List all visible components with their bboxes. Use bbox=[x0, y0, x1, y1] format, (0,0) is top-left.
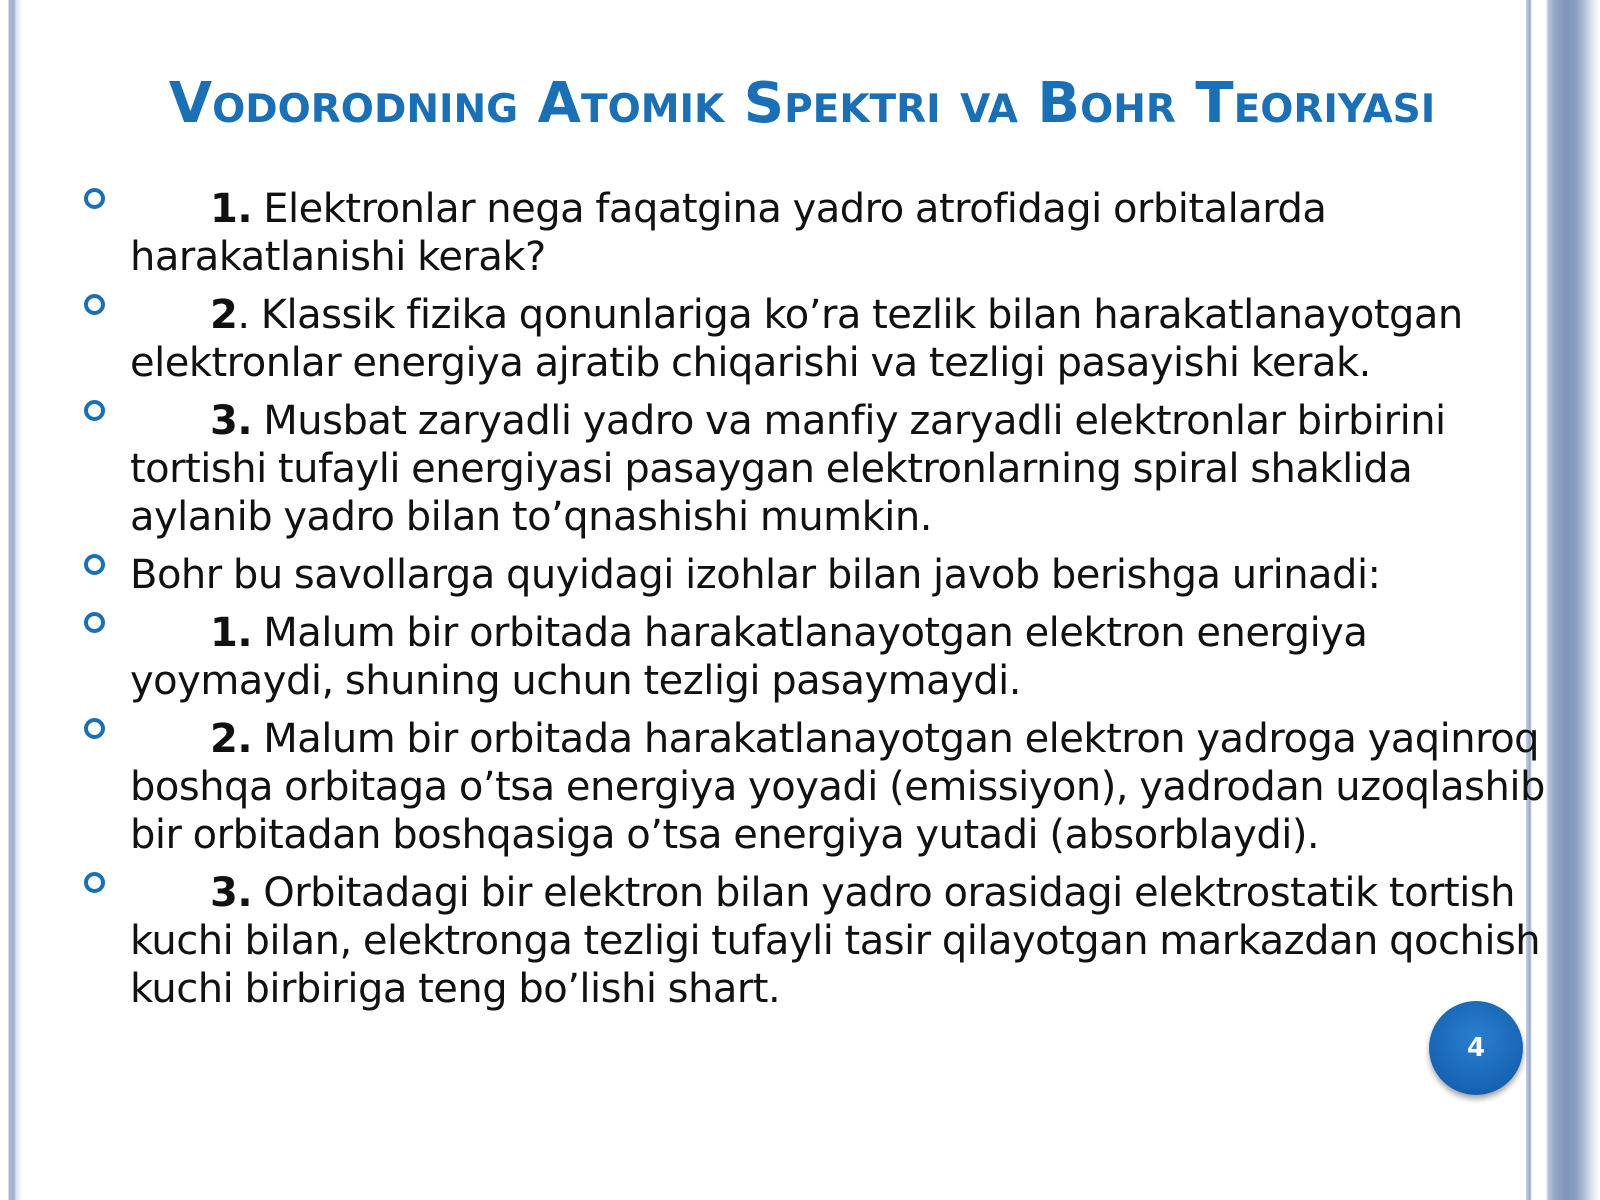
list-item bbox=[78, 609, 1548, 705]
item-number: 3. bbox=[210, 398, 253, 444]
item-text: Elektronlar nega faqatgina yadro atrofidagi orbitalarda harakatlanishi kerak? bbox=[130, 186, 1327, 280]
page-number-badge: 4 bbox=[1429, 1001, 1523, 1095]
item-number: 3. bbox=[210, 870, 253, 916]
item-number: 1. bbox=[210, 186, 253, 232]
item-number: 1. bbox=[210, 610, 253, 656]
circle-bullet-icon bbox=[84, 400, 105, 421]
list-item bbox=[78, 551, 1548, 599]
item-text: Malum bir orbitada harakatlanayotgan elektron yadroga yaqinroq boshqa orbitaga o’tsa energiya yoyadi (emissiyon), yadrodan uzoqlashib bir orbitadan boshqasiga o’tsa energiya yutadi (absorblaydi). bbox=[130, 716, 1545, 858]
circle-bullet-icon bbox=[84, 188, 105, 209]
circle-bullet-icon bbox=[84, 872, 105, 893]
circle-bullet-icon bbox=[84, 718, 105, 739]
item-number: 2 bbox=[210, 292, 238, 338]
item-text: Bohr bu savollarga quyidagi izohlar bilan javob berishga urinadi: bbox=[130, 552, 1381, 598]
item-text: Orbitadagi bir elektron bilan yadro orasidagi elektrostatik tortish kuchi bilan, elektronga tezligi tufayli tasir qilayotgan markazdan qochish kuchi birbiriga teng bo’lishi shart. bbox=[130, 870, 1541, 1012]
item-number: 2. bbox=[210, 716, 253, 762]
circle-bullet-icon bbox=[84, 612, 105, 633]
item-text: Klassik fizika qonunlariga ko’ra tezlik bilan harakatlanayotgan elektronlar energiya ajratib chiqarishi va tezligi pasayishi kerak. bbox=[130, 292, 1463, 386]
circle-bullet-icon bbox=[84, 554, 105, 575]
list-item bbox=[78, 869, 1548, 1013]
slide-left-border bbox=[0, 0, 22, 1200]
slide bbox=[22, 0, 1545, 1200]
list-item: 2. Klassik fizika qonunlariga ko’ra tezlik bilan harakatlanayotgan elektronlar energiya ajratib chiqarishi va tezligi pasayishi kerak. bbox=[78, 291, 1548, 387]
list-item bbox=[78, 397, 1548, 541]
list-item bbox=[78, 185, 1548, 281]
bullet-list bbox=[78, 185, 1548, 1023]
circle-bullet-icon bbox=[84, 294, 105, 315]
list-item bbox=[78, 715, 1548, 859]
slide-title: Vodorodning Atomik Spektri va Bohr Teoriyasi bbox=[168, 71, 1436, 136]
item-text: Malum bir orbitada harakatlanayotgan elektron energiya yoymaydi, shuning uchun tezligi pasaymaydi. bbox=[130, 610, 1368, 704]
item-text: Musbat zaryadli yadro va manfiy zaryadli elektronlar birbirini tortishi tufayli energiyasi pasaygan elektronlarning spiral shaklida aylanib yadro bilan to’qnashishi mumkin. bbox=[130, 398, 1446, 540]
